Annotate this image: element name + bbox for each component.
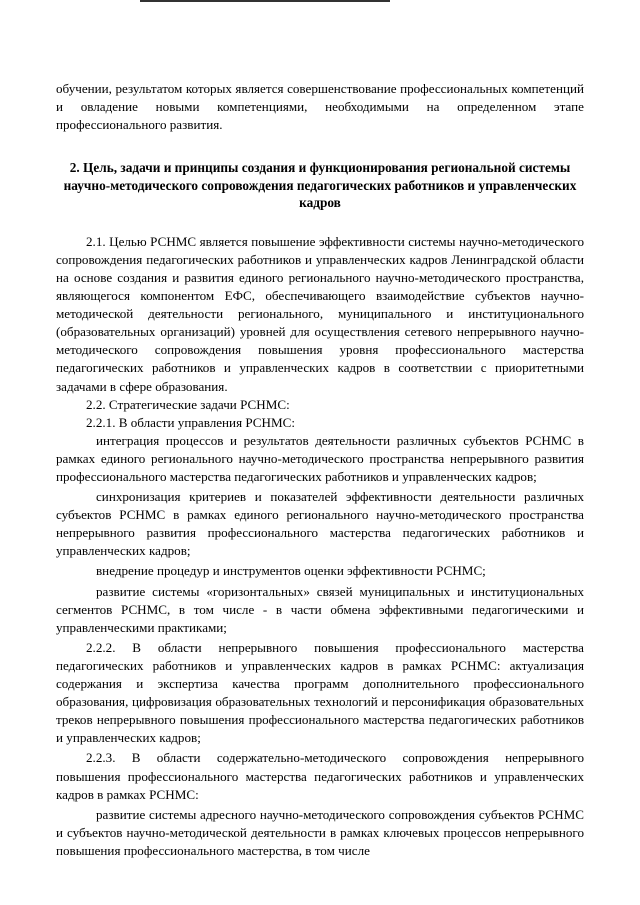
intro-paragraph: обучении, результатом которых является совершенствование профессиональных компетенций и овладение новыми компетенциями, необходимыми на определенном этапе профессионального развития. [56,81,584,133]
paragraph-professional-development: 2.2.2. В области непрерывного повышения профессионального мастерства педагогических работников и управленческих кадров в рамках РСНМС: актуализация содержания и экспертиза качества программ дополнительного профессионального образования, цифровизация образовательных технологий и персонификация образовательных треков непрерывного повышения профессионального мастерства педагогических работников и управленческих кадров; [56,639,584,746]
section-heading: 2. Цель, задачи и принципы создания и функционирования региональной системы научно-методического сопровождения педагогических работников и управленческих кадров [63,160,577,211]
document-page [56,80,584,860]
top-rule [140,0,390,2]
paragraph-methodical-support: 2.2.3. В области содержательно-методического сопровождения непрерывного повышения профессионального мастерства педагогических работников и управленческих кадров в рамках РСНМС: [56,750,584,802]
paragraph-tasks-title: 2.2. Стратегические задачи РСНМС: [86,396,290,412]
list-item-targeted-support: развитие системы адресного научно-методического сопровождения субъектов РСНМС и субъектов научно-методической деятельности в рамках ключевых процессов непрерывного повышения профессионального мастерства, в том числе [56,806,584,858]
paragraph-goal: 2.1. Целью РСНМС является повышение эффективности системы научно-методического сопровождения педагогических работников и управленческих кадров Ленинградской области на основе создания и развития единого регионального научно-методического пространства, являющегося компонентом ЕФС, обеспечивающего взаимодействие субъектов научно-методической деятельности регионального, муниципального и институционального (образовательных организаций) уровней для осуществления сетевого непрерывного научно-методического сопровождения повышения уровня профессионального мастерства педагогических работников и управленческих кадров в соответствии с приоритетными задачами в сфере образования. [56,233,584,394]
list-item-integration: интеграция процессов и результатов деятельности различных субъектов РСНМС в рамках единого регионального научно-методического пространства непрерывного развития профессионального мастерства педагогических работников и управленческих кадров; [56,432,584,484]
list-item-synchronization: синхронизация критериев и показателей эффективности деятельности различных субъектов РСНМС в рамках единого регионального научно-методического пространства непрерывного развития профессионального мастерства педагогических работников и управленческих кадров; [56,489,584,559]
list-item-evaluation: внедрение процедур и инструментов оценки эффективности РСНМС; [96,563,486,579]
paragraph-management-title: 2.2.1. В области управления РСНМС: [86,414,296,430]
list-item-horizontal-links: развитие системы «горизонтальных» связей муниципальных и институциональных сегментов РСНМС, в том числе - в части обмена эффективными педагогическими и управленческими практиками; [56,583,584,635]
